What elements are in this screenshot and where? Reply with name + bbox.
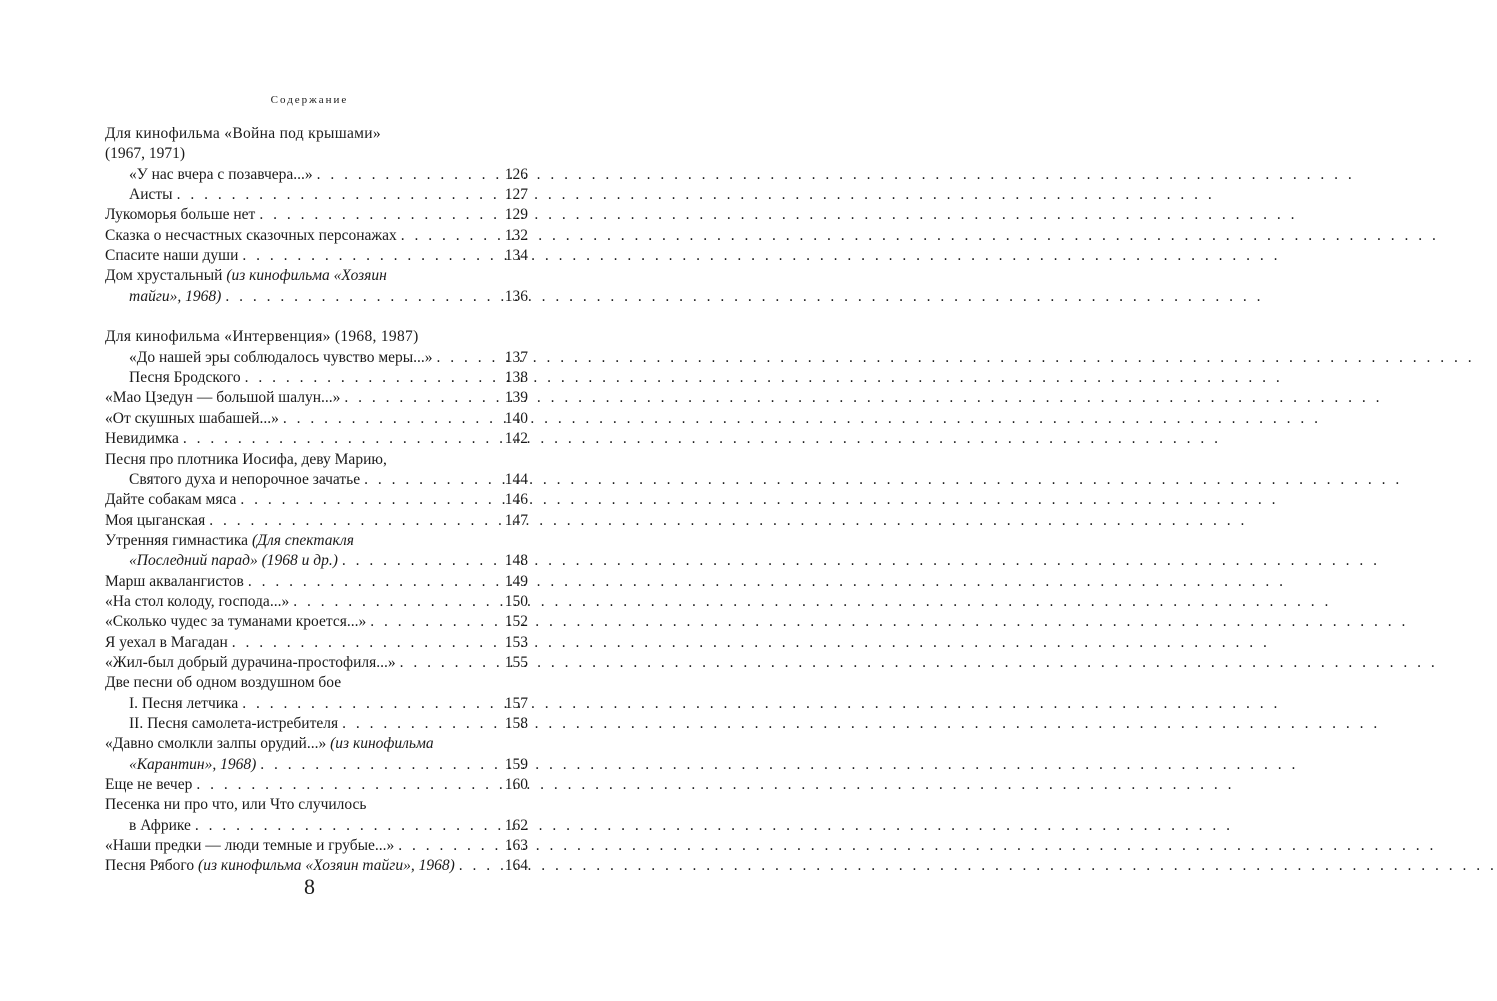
leader-dots xyxy=(241,368,505,388)
entry-page: 132 xyxy=(504,226,528,244)
toc-entry-line2 xyxy=(105,551,528,571)
entry-note: (из кинофильма «Хозяин xyxy=(226,267,387,285)
entry-title: «Мао Цзедун — большой шалун...» xyxy=(105,389,341,407)
toc-entry-line2 xyxy=(105,287,528,307)
entry-page: 158 xyxy=(504,714,528,732)
leader-dots xyxy=(396,653,505,673)
leader-dots xyxy=(238,246,504,266)
section-heading: Для кинофильма «Интервенция» (1968, 1987) xyxy=(105,328,419,346)
leader-dots xyxy=(338,714,505,734)
leader-dots xyxy=(192,775,504,795)
entry-title: Дом хрустальный xyxy=(105,267,227,285)
entry-page: 148 xyxy=(504,552,528,570)
entry-note: (из кинофильма «Хозяин тайги», 1968) xyxy=(198,857,455,875)
toc-entry-line1 xyxy=(105,734,528,754)
entry-title: «До нашей эры соблюдалось чувство меры...» xyxy=(129,348,433,366)
entry-note: тайги», 1968) xyxy=(129,287,222,305)
entry-title: Святого духа и непорочное зачатье xyxy=(129,470,361,488)
entry-title: Лукоморья больше нет xyxy=(105,206,256,224)
toc-entry xyxy=(105,388,528,408)
toc-entry xyxy=(105,572,528,592)
entry-page: 149 xyxy=(504,572,528,590)
toc-entry-line1: Песенка ни про что, или Что случилось xyxy=(105,796,367,814)
toc-entry xyxy=(105,246,528,266)
entry-page: 159 xyxy=(504,755,528,773)
toc-group-title: Две песни об одном воздушном бое xyxy=(105,674,342,692)
entry-title: I. Песня летчика xyxy=(129,694,239,712)
entry-title: Еще не вечер xyxy=(105,776,193,793)
entry-page: 155 xyxy=(504,653,528,671)
entry-title: Сказка о несчастных сказочных персонажах xyxy=(105,226,397,244)
entry-title: Невидимка xyxy=(105,430,179,448)
entry-page: 147 xyxy=(504,511,528,529)
toc-entry-line2 xyxy=(105,755,528,775)
entry-page: 136 xyxy=(504,287,528,305)
toc-entry xyxy=(105,775,528,795)
entry-title: Утренняя гимнастика xyxy=(105,531,252,549)
toc-entry xyxy=(105,368,528,388)
entry-page: 139 xyxy=(504,389,528,407)
toc-entry xyxy=(105,592,528,612)
toc-entry xyxy=(105,694,528,714)
entry-title: в Африке xyxy=(129,816,191,834)
book-page xyxy=(0,0,619,1001)
leader-dots xyxy=(244,572,505,592)
leader-dots xyxy=(173,185,505,205)
toc-entry xyxy=(105,185,528,205)
leader-dots xyxy=(221,287,504,307)
entry-note: «Последний парад» (1968 и др.) xyxy=(129,552,338,570)
toc-entry xyxy=(105,511,528,531)
entry-page: 164 xyxy=(504,857,528,875)
entry-page: 140 xyxy=(504,409,528,427)
leader-dots xyxy=(366,612,505,632)
entry-page: 144 xyxy=(504,470,528,488)
section-heading: Для кинофильма «Война под крышами» xyxy=(105,125,381,142)
entry-page: 142 xyxy=(504,430,528,448)
entry-title: «От скушных шабашей...» xyxy=(105,409,279,427)
entry-title: Песня Бродского xyxy=(129,369,241,387)
entry-page: 150 xyxy=(504,592,528,610)
toc-entry-line1 xyxy=(105,266,528,286)
entry-title: «Давно смолкли залпы орудий...» xyxy=(105,735,331,753)
toc-entry-line1: Песня про плотника Иосифа, деву Марию, xyxy=(105,450,387,468)
leader-dots xyxy=(179,429,505,449)
entry-page: 152 xyxy=(504,613,528,631)
entry-title: Спасите наши души xyxy=(105,247,239,265)
toc-entry xyxy=(105,490,528,510)
entry-title: «Жил-был добрый дурачина-простофиля...» xyxy=(105,653,396,671)
toc-entry-line1 xyxy=(105,531,528,551)
entry-page: 163 xyxy=(504,837,528,855)
leader-dots xyxy=(338,551,505,571)
entry-page: 146 xyxy=(504,491,528,509)
toc-entry xyxy=(105,653,528,673)
leader-dots xyxy=(238,694,505,714)
page-number: 8 xyxy=(304,874,315,899)
entry-page: 153 xyxy=(504,633,528,651)
entry-page: 138 xyxy=(504,369,528,387)
entry-note: «Карантин», 1968) xyxy=(129,755,257,773)
toc-entry xyxy=(105,612,528,632)
entry-title: Аисты xyxy=(129,186,173,204)
entry-page: 137 xyxy=(504,348,528,366)
toc-entry xyxy=(105,226,528,246)
entry-page: 126 xyxy=(504,165,528,183)
entry-page: 129 xyxy=(504,206,528,224)
leader-dots xyxy=(433,348,505,368)
entry-page: 157 xyxy=(504,694,528,712)
leader-dots xyxy=(279,409,505,429)
toc-entry xyxy=(105,836,528,856)
leader-dots xyxy=(313,165,505,185)
entry-title: Марш аквалангистов xyxy=(105,572,244,590)
toc-entry xyxy=(105,348,528,368)
entry-note: (Для спектакля xyxy=(251,531,355,549)
entry-title: Я уехал в Магадан xyxy=(105,633,228,651)
leader-dots xyxy=(340,388,504,408)
leader-dots xyxy=(397,226,505,246)
entry-page: 127 xyxy=(504,186,528,204)
table-of-contents xyxy=(105,124,528,877)
toc-entry xyxy=(105,714,528,734)
leader-dots xyxy=(394,836,504,856)
toc-entry-line2 xyxy=(105,816,528,836)
running-head: Содержание xyxy=(270,94,349,106)
leader-dots xyxy=(255,205,504,225)
leader-dots xyxy=(256,755,504,775)
entry-title: II. Песня самолета-истребителя xyxy=(129,714,339,732)
leader-dots xyxy=(191,816,505,836)
toc-entry-line2 xyxy=(105,470,528,490)
entry-page: 162 xyxy=(504,816,528,834)
entry-title: Песня Рябого xyxy=(105,857,199,875)
leader-dots xyxy=(228,633,505,653)
toc-entry xyxy=(105,205,528,225)
leader-dots xyxy=(205,511,504,531)
section-heading-years: (1967, 1971) xyxy=(105,145,186,163)
entry-note: (из кинофильма xyxy=(330,735,434,753)
entry-title: «Наши предки — люди темные и грубые...» xyxy=(105,837,395,855)
leader-dots xyxy=(236,490,504,510)
entry-title: «На стол колоду, господа...» xyxy=(105,592,290,610)
entry-page: 160 xyxy=(504,776,528,793)
entry-title: «У нас вчера с позавчера...» xyxy=(129,165,313,183)
toc-entry xyxy=(105,429,528,449)
toc-entry xyxy=(105,409,528,429)
leader-dots xyxy=(360,470,505,490)
entry-title: «Сколько чудес за туманами кроется...» xyxy=(105,613,367,631)
entry-title: Моя цыганская xyxy=(105,511,206,529)
leader-dots xyxy=(289,592,505,612)
toc-entry xyxy=(105,165,528,185)
entry-page: 134 xyxy=(504,247,528,265)
entry-title: Дайте собакам мяса xyxy=(105,491,237,509)
toc-entry xyxy=(105,633,528,653)
